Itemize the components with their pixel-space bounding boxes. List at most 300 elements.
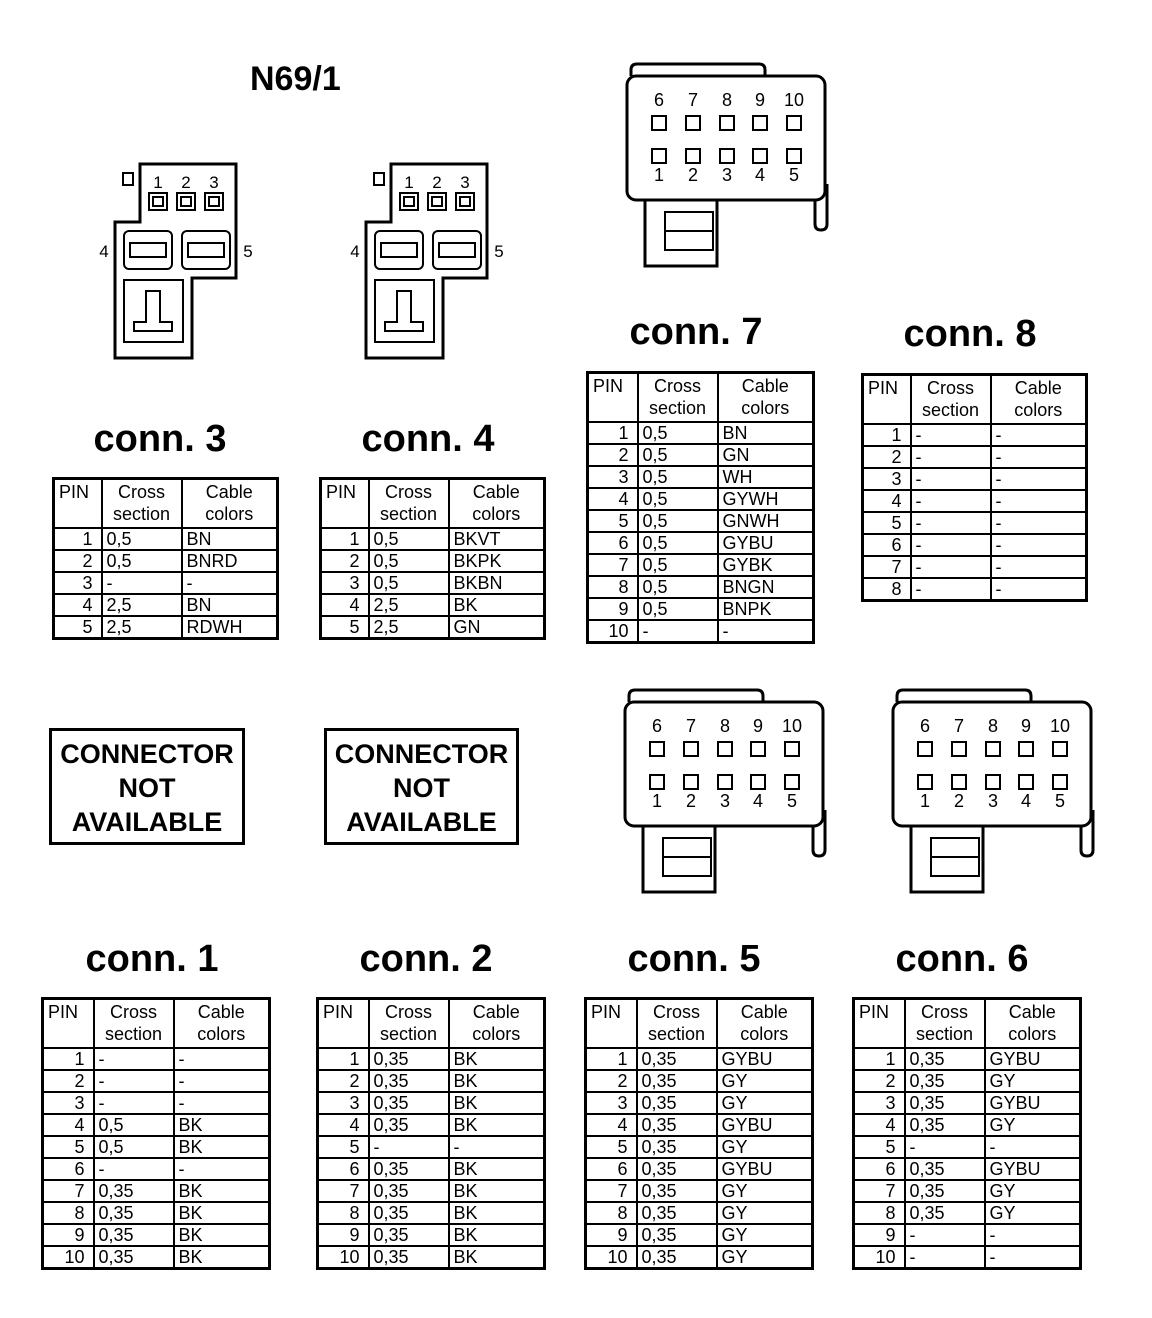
table-row <box>43 1136 270 1158</box>
cross-section-cell: 0,35 <box>94 1180 174 1202</box>
pin-number-label: 10 <box>781 716 803 736</box>
lock-slot <box>124 280 183 342</box>
pin-header: PIN <box>863 375 911 425</box>
cable-color-cell: GY <box>717 1070 813 1092</box>
conn5-pin-table <box>584 997 814 1270</box>
table-row <box>318 1136 545 1158</box>
conn1-title: conn. 1 <box>85 938 219 980</box>
cross-section-cell: 0,5 <box>638 510 718 532</box>
cross-section-cell: - <box>94 1070 174 1092</box>
pin-number-cell: 6 <box>318 1158 369 1180</box>
pin-header: PIN <box>588 373 638 423</box>
pin-cavity <box>684 742 698 756</box>
pin-number-cell: 5 <box>854 1136 905 1158</box>
pin-number-cell: 10 <box>318 1246 369 1269</box>
cross-section-cell: 0,35 <box>637 1158 717 1180</box>
table-header-row <box>854 999 1081 1049</box>
pin-number-cell: 7 <box>586 1180 637 1202</box>
pin-number-label: 3 <box>460 173 470 192</box>
cross-section-cell: 0,35 <box>637 1114 717 1136</box>
lock-slot <box>911 826 983 892</box>
pin-number-label: 1 <box>653 165 665 185</box>
cross-section-cell: - <box>911 424 991 446</box>
cable-color-cell: - <box>991 512 1087 534</box>
cross-section-cell: 0,35 <box>905 1202 985 1224</box>
table-row <box>588 510 814 532</box>
cable-color-cell: GN <box>449 616 545 639</box>
cable-color-cell: BK <box>174 1202 270 1224</box>
table-row <box>586 1246 813 1269</box>
pin-number-label: 8 <box>719 716 731 736</box>
conn8-pin-table <box>861 373 1088 602</box>
cable-color-cell: - <box>985 1224 1081 1246</box>
table-row <box>588 444 814 466</box>
cross-section-cell: 2,5 <box>369 616 449 639</box>
cable-color-cell: BN <box>182 594 278 616</box>
cross-section-header: Cross section <box>369 999 449 1049</box>
cross-section-cell: 2,5 <box>102 594 182 616</box>
pin-cavity <box>753 149 767 163</box>
cable-color-cell: GYBU <box>985 1158 1081 1180</box>
pin-number-cell: 7 <box>588 554 638 576</box>
pin-cavity <box>1019 742 1033 756</box>
pin-number-label: 9 <box>1020 716 1032 736</box>
connector-rim <box>631 64 765 76</box>
cross-section-cell: 0,5 <box>638 532 718 554</box>
pin-cavity <box>718 742 732 756</box>
table-row <box>588 620 814 643</box>
connector-not-available-box-conn2 <box>324 728 519 845</box>
conn6-pin-table <box>852 997 1082 1270</box>
pin-cavity <box>650 775 664 789</box>
power-pin-blade <box>130 243 166 257</box>
table-row <box>318 1070 545 1092</box>
pin-cavity <box>986 775 1000 789</box>
pin-number-label: 2 <box>953 791 965 811</box>
cross-section-cell: 0,35 <box>369 1114 449 1136</box>
pin-number-cell: 2 <box>863 446 911 468</box>
conn4-title: conn. 4 <box>361 418 495 460</box>
power-pin-cavity <box>182 231 230 269</box>
cable-color-cell: GYBU <box>717 1048 813 1070</box>
table-row <box>586 1136 813 1158</box>
table-row <box>43 1114 270 1136</box>
pin-cavity-inner <box>209 197 219 206</box>
table-row <box>43 1158 270 1180</box>
cable-color-cell: BNPK <box>718 598 814 620</box>
table-row <box>588 488 814 510</box>
cross-section-cell: - <box>905 1246 985 1269</box>
cable-color-cell: BN <box>182 528 278 550</box>
cable-color-cell: GY <box>717 1136 813 1158</box>
cable-colors-header: Cable colors <box>449 999 545 1049</box>
table-row <box>43 1224 270 1246</box>
pin-number-label: 5 <box>786 791 798 811</box>
cable-color-cell: BK <box>174 1224 270 1246</box>
cable-color-cell: - <box>174 1158 270 1180</box>
table-row <box>321 594 545 616</box>
table-row <box>863 556 1087 578</box>
pin-number-cell: 2 <box>588 444 638 466</box>
cross-section-cell: - <box>369 1136 449 1158</box>
pin-number-label: 3 <box>987 791 999 811</box>
pin-number-label: 5 <box>1054 791 1066 811</box>
na-line: AVAILABLE <box>71 807 223 837</box>
pin-number-label: 4 <box>350 242 360 261</box>
pin-number-cell: 6 <box>863 534 911 556</box>
cable-color-cell: GY <box>985 1202 1081 1224</box>
cable-color-cell: - <box>174 1092 270 1114</box>
pin-cavity <box>400 193 418 210</box>
cross-section-header: Cross section <box>102 479 182 529</box>
pin-number-label: 6 <box>919 716 931 736</box>
table-row <box>854 1180 1081 1202</box>
pin-cavity <box>1053 742 1067 756</box>
pin-number-cell: 5 <box>54 616 102 639</box>
cable-color-cell: - <box>991 446 1087 468</box>
table-row <box>321 572 545 594</box>
pin-cavity <box>149 193 167 210</box>
table-row <box>863 468 1087 490</box>
pin-header: PIN <box>321 479 369 529</box>
pin-number-cell: 6 <box>854 1158 905 1180</box>
pin-number-label: 3 <box>209 173 219 192</box>
table-row <box>43 1246 270 1269</box>
pin-number-label: 7 <box>953 716 965 736</box>
cable-color-cell: - <box>991 534 1087 556</box>
cross-section-cell: 0,5 <box>369 528 449 550</box>
cross-section-cell: 0,5 <box>638 466 718 488</box>
conn3-title: conn. 3 <box>93 418 227 460</box>
table-row <box>321 550 545 572</box>
lock-key <box>385 291 423 331</box>
pin-number-cell: 4 <box>588 488 638 510</box>
cross-section-cell: 0,35 <box>905 1070 985 1092</box>
table-row <box>854 1224 1081 1246</box>
cable-color-cell: BN <box>718 422 814 444</box>
table-row <box>318 1092 545 1114</box>
table-row <box>318 1114 545 1136</box>
cable-color-cell: - <box>182 572 278 594</box>
connector-not-available-box-conn1 <box>49 728 245 845</box>
table-row <box>586 1180 813 1202</box>
cable-color-cell: BK <box>449 1224 545 1246</box>
cable-color-cell: GY <box>985 1070 1081 1092</box>
pin-cavity <box>785 775 799 789</box>
pin-cavity <box>718 775 732 789</box>
small-connector-drawing-conn4 <box>350 164 503 358</box>
pin-number-cell: 1 <box>588 422 638 444</box>
table-row <box>318 1048 545 1070</box>
cross-section-cell: 0,35 <box>369 1070 449 1092</box>
table-row <box>43 1070 270 1092</box>
cable-color-cell: BK <box>174 1136 270 1158</box>
table-row <box>863 534 1087 556</box>
table-row <box>586 1048 813 1070</box>
cross-section-cell: 0,5 <box>369 572 449 594</box>
pin-number-cell: 1 <box>43 1048 94 1070</box>
pin-number-cell: 9 <box>854 1224 905 1246</box>
pin-number-cell: 8 <box>588 576 638 598</box>
cross-section-cell: 0,35 <box>905 1158 985 1180</box>
pin-number-label: 2 <box>181 173 191 192</box>
pin-number-cell: 8 <box>318 1202 369 1224</box>
pin-header: PIN <box>54 479 102 529</box>
conn4-pin-table <box>319 477 546 640</box>
pin-cavity <box>785 742 799 756</box>
cable-colors-header: Cable colors <box>985 999 1081 1049</box>
pin-cavity <box>787 149 801 163</box>
pin-number-label: 2 <box>687 165 699 185</box>
cable-color-cell: BK <box>449 1246 545 1269</box>
pin-cavity <box>720 116 734 130</box>
table-row <box>54 528 278 550</box>
conn7-pin-table <box>586 371 815 644</box>
cross-section-cell: 0,35 <box>369 1202 449 1224</box>
conn1-pin-table <box>41 997 271 1270</box>
pin-number-label: 4 <box>752 791 764 811</box>
cross-section-cell: 0,35 <box>905 1092 985 1114</box>
pin-number-cell: 7 <box>854 1180 905 1202</box>
cable-colors-header: Cable colors <box>991 375 1087 425</box>
cross-section-cell: 0,5 <box>638 576 718 598</box>
table-row <box>588 466 814 488</box>
cross-section-cell: 0,35 <box>905 1180 985 1202</box>
pin-number-label: 10 <box>1049 716 1071 736</box>
pin-number-cell: 9 <box>318 1224 369 1246</box>
pin-number-label: 6 <box>651 716 663 736</box>
table-header-row <box>43 999 270 1049</box>
cable-color-cell: BK <box>449 1158 545 1180</box>
pin-cavity <box>952 775 966 789</box>
connector-rim <box>897 690 1031 702</box>
pin-number-cell: 10 <box>43 1246 94 1269</box>
pin-cavity <box>684 775 698 789</box>
cable-color-cell: GY <box>717 1180 813 1202</box>
cable-color-cell: GYBU <box>718 532 814 554</box>
pin-cavity <box>205 193 223 210</box>
pin-number-cell: 3 <box>54 572 102 594</box>
cross-section-cell: 0,5 <box>638 444 718 466</box>
cable-color-cell: GYBU <box>985 1048 1081 1070</box>
pin-number-cell: 7 <box>43 1180 94 1202</box>
table-row <box>854 1092 1081 1114</box>
cable-color-cell: - <box>991 490 1087 512</box>
pin-number-label: 8 <box>721 90 733 110</box>
cable-color-cell: GY <box>985 1180 1081 1202</box>
table-row <box>854 1136 1081 1158</box>
cable-colors-header: Cable colors <box>718 373 814 423</box>
pin-cavity <box>986 742 1000 756</box>
pin-number-cell: 3 <box>318 1092 369 1114</box>
pin-number-label: 4 <box>754 165 766 185</box>
pin-number-label: 5 <box>243 242 253 261</box>
conn2-pin-table <box>316 997 546 1270</box>
pin-number-cell: 3 <box>43 1092 94 1114</box>
cable-color-cell: BK <box>449 1180 545 1202</box>
na-line: CONNECTOR <box>60 739 234 769</box>
cross-section-header: Cross section <box>637 999 717 1049</box>
cross-section-cell: 0,35 <box>637 1224 717 1246</box>
table-row <box>54 616 278 639</box>
table-row <box>318 1246 545 1269</box>
table-row <box>318 1224 545 1246</box>
cable-color-cell: - <box>991 424 1087 446</box>
big-connector-drawing-conn7 <box>627 64 827 266</box>
latch-tab <box>374 173 384 185</box>
pin-number-cell: 2 <box>321 550 369 572</box>
cross-section-cell: 0,5 <box>94 1136 174 1158</box>
cross-section-cell: 0,5 <box>102 528 182 550</box>
power-pin-blade <box>381 243 417 257</box>
cable-color-cell: - <box>174 1048 270 1070</box>
na-line: NOT <box>393 773 450 803</box>
pin-number-cell: 8 <box>586 1202 637 1224</box>
pin-number-label: 7 <box>685 716 697 736</box>
cable-color-cell: WH <box>718 466 814 488</box>
table-row <box>588 532 814 554</box>
na-line: NOT <box>118 773 176 803</box>
pin-number-cell: 3 <box>854 1092 905 1114</box>
table-row <box>586 1070 813 1092</box>
table-row <box>854 1202 1081 1224</box>
cross-section-cell: 0,35 <box>94 1224 174 1246</box>
pin-number-cell: 7 <box>318 1180 369 1202</box>
cross-section-cell: 0,35 <box>369 1092 449 1114</box>
table-row <box>854 1070 1081 1092</box>
cable-color-cell: GY <box>985 1114 1081 1136</box>
cable-color-cell: - <box>718 620 814 643</box>
pin-cavity-inner <box>404 197 414 206</box>
cross-section-cell: 0,35 <box>637 1048 717 1070</box>
conn8-title: conn. 8 <box>903 313 1037 355</box>
pin-header: PIN <box>43 999 94 1049</box>
table-row <box>586 1224 813 1246</box>
cross-section-cell: 0,35 <box>905 1114 985 1136</box>
pin-number-label: 1 <box>919 791 931 811</box>
pin-number-cell: 5 <box>321 616 369 639</box>
table-header-row <box>54 479 278 529</box>
pin-cavity <box>952 742 966 756</box>
pin-number-cell: 10 <box>854 1246 905 1269</box>
pin-cavity <box>686 116 700 130</box>
pin-number-cell: 5 <box>586 1136 637 1158</box>
cross-section-cell: 0,35 <box>637 1070 717 1092</box>
table-row <box>321 528 545 550</box>
pin-cavity <box>753 116 767 130</box>
cross-section-cell: 0,5 <box>638 598 718 620</box>
pin-cavity <box>686 149 700 163</box>
table-row <box>54 550 278 572</box>
pin-cavity <box>1019 775 1033 789</box>
pin-number-cell: 1 <box>863 424 911 446</box>
cable-colors-header: Cable colors <box>174 999 270 1049</box>
cross-section-header: Cross section <box>905 999 985 1049</box>
pin-cavity <box>918 742 932 756</box>
pin-number-cell: 1 <box>854 1048 905 1070</box>
pin-cavity <box>918 775 932 789</box>
cross-section-cell: - <box>911 490 991 512</box>
pin-number-cell: 5 <box>588 510 638 532</box>
table-row <box>318 1180 545 1202</box>
cable-color-cell: BK <box>449 594 545 616</box>
lock-slot <box>375 280 434 342</box>
cross-section-cell: 0,5 <box>638 488 718 510</box>
pin-number-cell: 3 <box>863 468 911 490</box>
cross-section-cell: 2,5 <box>102 616 182 639</box>
pin-cavity-inner <box>153 197 163 206</box>
pin-number-label: 9 <box>752 716 764 736</box>
cable-color-cell: BKPK <box>449 550 545 572</box>
cable-color-cell: BKBN <box>449 572 545 594</box>
pin-number-label: 4 <box>99 242 109 261</box>
pin-cavity-inner <box>432 197 442 206</box>
small-connector-drawing-conn3 <box>99 164 252 358</box>
cable-color-cell: GYBU <box>985 1092 1081 1114</box>
table-row <box>854 1114 1081 1136</box>
pin-header: PIN <box>586 999 637 1049</box>
pin-cavity <box>652 116 666 130</box>
cross-section-cell: 0,5 <box>638 422 718 444</box>
cable-color-cell: BKVT <box>449 528 545 550</box>
cross-section-cell: 0,35 <box>369 1224 449 1246</box>
big-connector-drawing-conn5 <box>625 690 825 892</box>
cable-color-cell: GY <box>717 1092 813 1114</box>
cross-section-cell: 0,35 <box>637 1092 717 1114</box>
pin-cavity <box>428 193 446 210</box>
lock-slot <box>645 200 717 266</box>
table-header-row <box>318 999 545 1049</box>
cable-color-cell: GYWH <box>718 488 814 510</box>
pin-number-cell: 6 <box>588 532 638 554</box>
pin-number-cell: 4 <box>321 594 369 616</box>
cross-section-cell: 0,35 <box>94 1202 174 1224</box>
pin-cavity <box>751 775 765 789</box>
pin-cavity <box>751 742 765 756</box>
cross-section-header: Cross section <box>94 999 174 1049</box>
table-row <box>588 576 814 598</box>
cross-section-cell: 0,35 <box>369 1180 449 1202</box>
pin-number-cell: 8 <box>43 1202 94 1224</box>
pin-number-cell: 1 <box>321 528 369 550</box>
cross-section-cell: 2,5 <box>369 594 449 616</box>
pin-number-cell: 10 <box>586 1246 637 1269</box>
pin-number-cell: 1 <box>586 1048 637 1070</box>
pin-cavity <box>650 742 664 756</box>
cable-color-cell: GNWH <box>718 510 814 532</box>
pin-number-cell: 4 <box>54 594 102 616</box>
table-row <box>854 1246 1081 1269</box>
pin-number-cell: 5 <box>318 1136 369 1158</box>
pin-number-cell: 4 <box>863 490 911 512</box>
table-row <box>586 1092 813 1114</box>
power-pin-cavity <box>433 231 481 269</box>
cross-section-cell: 0,35 <box>369 1158 449 1180</box>
cross-section-cell: 0,35 <box>905 1048 985 1070</box>
cross-section-header: Cross section <box>911 375 991 425</box>
pin-number-label: 2 <box>432 173 442 192</box>
cable-color-cell: BK <box>449 1048 545 1070</box>
cross-section-header: Cross section <box>638 373 718 423</box>
cable-color-cell: BK <box>449 1114 545 1136</box>
conn6-title: conn. 6 <box>895 938 1029 980</box>
cross-section-cell: - <box>911 578 991 601</box>
pin-number-cell: 3 <box>321 572 369 594</box>
table-row <box>588 422 814 444</box>
pin-number-label: 3 <box>719 791 731 811</box>
table-row <box>54 572 278 594</box>
cross-section-cell: - <box>102 572 182 594</box>
